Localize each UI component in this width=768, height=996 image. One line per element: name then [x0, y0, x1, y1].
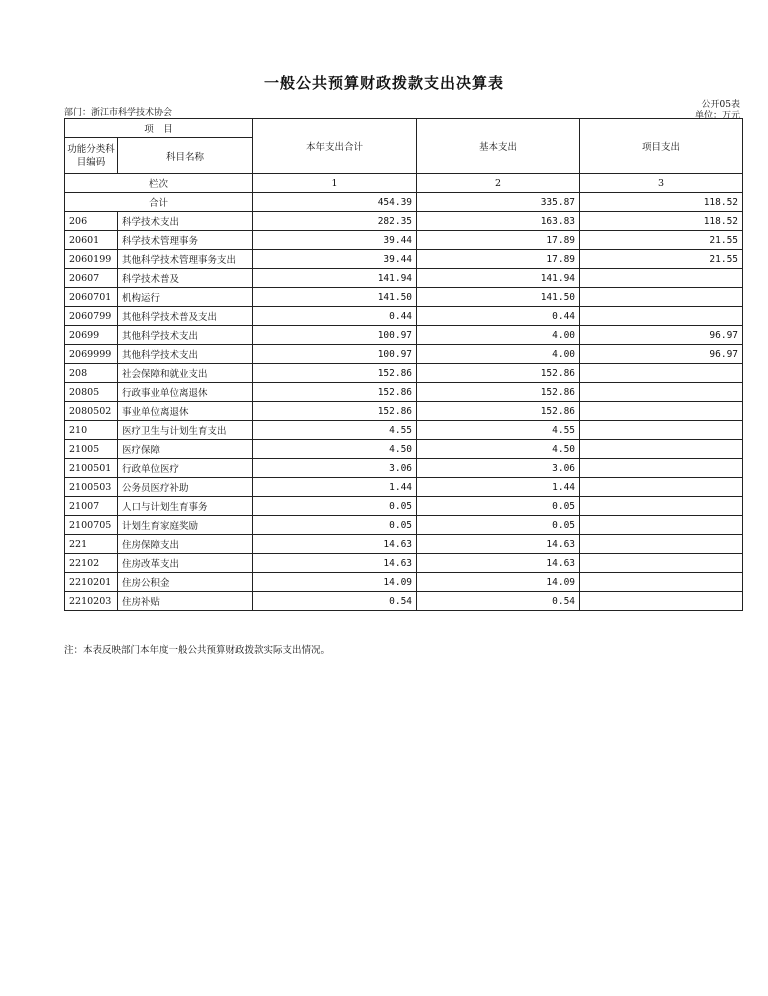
row-total: 0.54	[253, 592, 417, 611]
row-project	[580, 573, 743, 592]
row-name: 科学技术管理事务	[118, 231, 253, 250]
table-row	[65, 402, 743, 421]
row-code: 221	[65, 535, 118, 554]
row-name: 住房补贴	[118, 592, 253, 611]
row-total: 14.63	[253, 535, 417, 554]
table-row	[65, 231, 743, 250]
row-code: 20805	[65, 383, 118, 402]
unit-label: 单位：万元	[694, 111, 740, 121]
row-basic: 14.63	[417, 535, 580, 554]
row-basic: 152.86	[417, 383, 580, 402]
row-total: 152.86	[253, 402, 417, 421]
table-row	[65, 440, 743, 459]
row-code: 2100501	[65, 459, 118, 478]
row-name: 公务员医疗补助	[118, 478, 253, 497]
row-name: 其他科学技术普及支出	[118, 307, 253, 326]
row-basic: 4.50	[417, 440, 580, 459]
row-code: 20607	[65, 269, 118, 288]
row-total: 1.44	[253, 478, 417, 497]
row-name: 计划生育家庭奖励	[118, 516, 253, 535]
table-row	[65, 421, 743, 440]
row-total: 152.86	[253, 383, 417, 402]
row-name: 其他科学技术支出	[118, 326, 253, 345]
form-number: 公开05表	[701, 100, 740, 110]
row-basic: 0.05	[417, 516, 580, 535]
col2-header: 基本支出	[417, 119, 580, 174]
table-row	[65, 459, 743, 478]
row-code: 21005	[65, 440, 118, 459]
department-label: 部门：浙江市科学技术协会	[64, 108, 173, 118]
total-v3: 118.52	[580, 193, 743, 212]
row-project	[580, 269, 743, 288]
row-total: 4.50	[253, 440, 417, 459]
row-total: 141.50	[253, 288, 417, 307]
row-total: 0.44	[253, 307, 417, 326]
row-code: 22102	[65, 554, 118, 573]
table-row	[65, 288, 743, 307]
row-project	[580, 459, 743, 478]
row-name: 住房保障支出	[118, 535, 253, 554]
col3-header: 项目支出	[580, 119, 743, 174]
row-basic: 14.09	[417, 573, 580, 592]
row-basic: 3.06	[417, 459, 580, 478]
row-code: 20601	[65, 231, 118, 250]
row-project	[580, 592, 743, 611]
row-total: 14.63	[253, 554, 417, 573]
row-total: 0.05	[253, 497, 417, 516]
row-name: 机构运行	[118, 288, 253, 307]
row-project	[580, 364, 743, 383]
row-code: 2100705	[65, 516, 118, 535]
row-basic: 0.44	[417, 307, 580, 326]
row-code: 2060199	[65, 250, 118, 269]
index-2: 2	[417, 174, 580, 193]
row-code: 2100503	[65, 478, 118, 497]
row-basic: 163.83	[417, 212, 580, 231]
index-label: 栏次	[65, 174, 253, 193]
row-basic: 141.94	[417, 269, 580, 288]
row-code: 210	[65, 421, 118, 440]
row-project: 118.52	[580, 212, 743, 231]
row-project	[580, 516, 743, 535]
table-row	[65, 345, 743, 364]
row-basic: 4.55	[417, 421, 580, 440]
table-row	[65, 383, 743, 402]
row-total: 4.55	[253, 421, 417, 440]
name-header: 科目名称	[118, 138, 253, 174]
row-project	[580, 478, 743, 497]
row-code: 20699	[65, 326, 118, 345]
table-row	[65, 269, 743, 288]
row-code: 2210201	[65, 573, 118, 592]
table-row	[65, 364, 743, 383]
row-project	[580, 421, 743, 440]
table-row	[65, 326, 743, 345]
row-project	[580, 383, 743, 402]
row-basic: 0.54	[417, 592, 580, 611]
table-row	[65, 250, 743, 269]
row-total: 152.86	[253, 364, 417, 383]
row-project: 96.97	[580, 326, 743, 345]
row-total: 282.35	[253, 212, 417, 231]
row-code: 208	[65, 364, 118, 383]
row-basic: 14.63	[417, 554, 580, 573]
row-basic: 17.89	[417, 250, 580, 269]
table-row	[65, 554, 743, 573]
row-code: 2069999	[65, 345, 118, 364]
row-total: 100.97	[253, 326, 417, 345]
row-basic: 152.86	[417, 402, 580, 421]
index-3: 3	[580, 174, 743, 193]
row-code: 206	[65, 212, 118, 231]
row-total: 39.44	[253, 250, 417, 269]
row-name: 住房改革支出	[118, 554, 253, 573]
row-code: 21007	[65, 497, 118, 516]
row-name: 科学技术支出	[118, 212, 253, 231]
row-code: 2060799	[65, 307, 118, 326]
expenditure-table	[64, 118, 743, 611]
table-row	[65, 497, 743, 516]
row-project	[580, 440, 743, 459]
total-v2: 335.87	[417, 193, 580, 212]
row-total: 0.05	[253, 516, 417, 535]
total-row	[65, 193, 743, 212]
row-name: 行政单位医疗	[118, 459, 253, 478]
row-name: 科学技术普及	[118, 269, 253, 288]
index-1: 1	[253, 174, 417, 193]
row-basic: 152.86	[417, 364, 580, 383]
row-name: 医疗保障	[118, 440, 253, 459]
table-row	[65, 573, 743, 592]
col1-header: 本年支出合计	[253, 119, 417, 174]
row-name: 其他科学技术管理事务支出	[118, 250, 253, 269]
page-title: 一般公共预算财政拨款支出决算表	[263, 74, 504, 92]
row-name: 住房公积金	[118, 573, 253, 592]
row-name: 社会保障和就业支出	[118, 364, 253, 383]
total-label: 合计	[65, 193, 253, 212]
table-row	[65, 516, 743, 535]
row-code: 2210203	[65, 592, 118, 611]
row-name: 人口与计划生育事务	[118, 497, 253, 516]
row-total: 14.09	[253, 573, 417, 592]
header-row	[65, 119, 743, 138]
item-group-header: 项 目	[65, 119, 253, 138]
row-basic: 141.50	[417, 288, 580, 307]
code-header: 功能分类科目编码	[65, 138, 118, 174]
row-project	[580, 402, 743, 421]
row-basic: 4.00	[417, 326, 580, 345]
row-code: 2080502	[65, 402, 118, 421]
row-basic: 1.44	[417, 478, 580, 497]
table-row	[65, 478, 743, 497]
row-name: 其他科学技术支出	[118, 345, 253, 364]
table-row	[65, 535, 743, 554]
row-project	[580, 554, 743, 573]
row-project	[580, 535, 743, 554]
row-code: 2060701	[65, 288, 118, 307]
row-project: 21.55	[580, 231, 743, 250]
table-row	[65, 307, 743, 326]
row-project	[580, 307, 743, 326]
row-basic: 0.05	[417, 497, 580, 516]
table-row	[65, 212, 743, 231]
row-basic: 4.00	[417, 345, 580, 364]
row-name: 事业单位离退休	[118, 402, 253, 421]
row-name: 行政事业单位离退休	[118, 383, 253, 402]
footnote: 注：本表反映部门本年度一般公共预算财政拨款实际支出情况。	[64, 645, 331, 656]
row-project	[580, 288, 743, 307]
row-total: 3.06	[253, 459, 417, 478]
total-v1: 454.39	[253, 193, 417, 212]
table-row	[65, 592, 743, 611]
row-project: 21.55	[580, 250, 743, 269]
row-name: 医疗卫生与计划生育支出	[118, 421, 253, 440]
row-basic: 17.89	[417, 231, 580, 250]
row-total: 39.44	[253, 231, 417, 250]
row-total: 100.97	[253, 345, 417, 364]
row-total: 141.94	[253, 269, 417, 288]
row-project	[580, 497, 743, 516]
index-row	[65, 174, 743, 193]
row-project: 96.97	[580, 345, 743, 364]
